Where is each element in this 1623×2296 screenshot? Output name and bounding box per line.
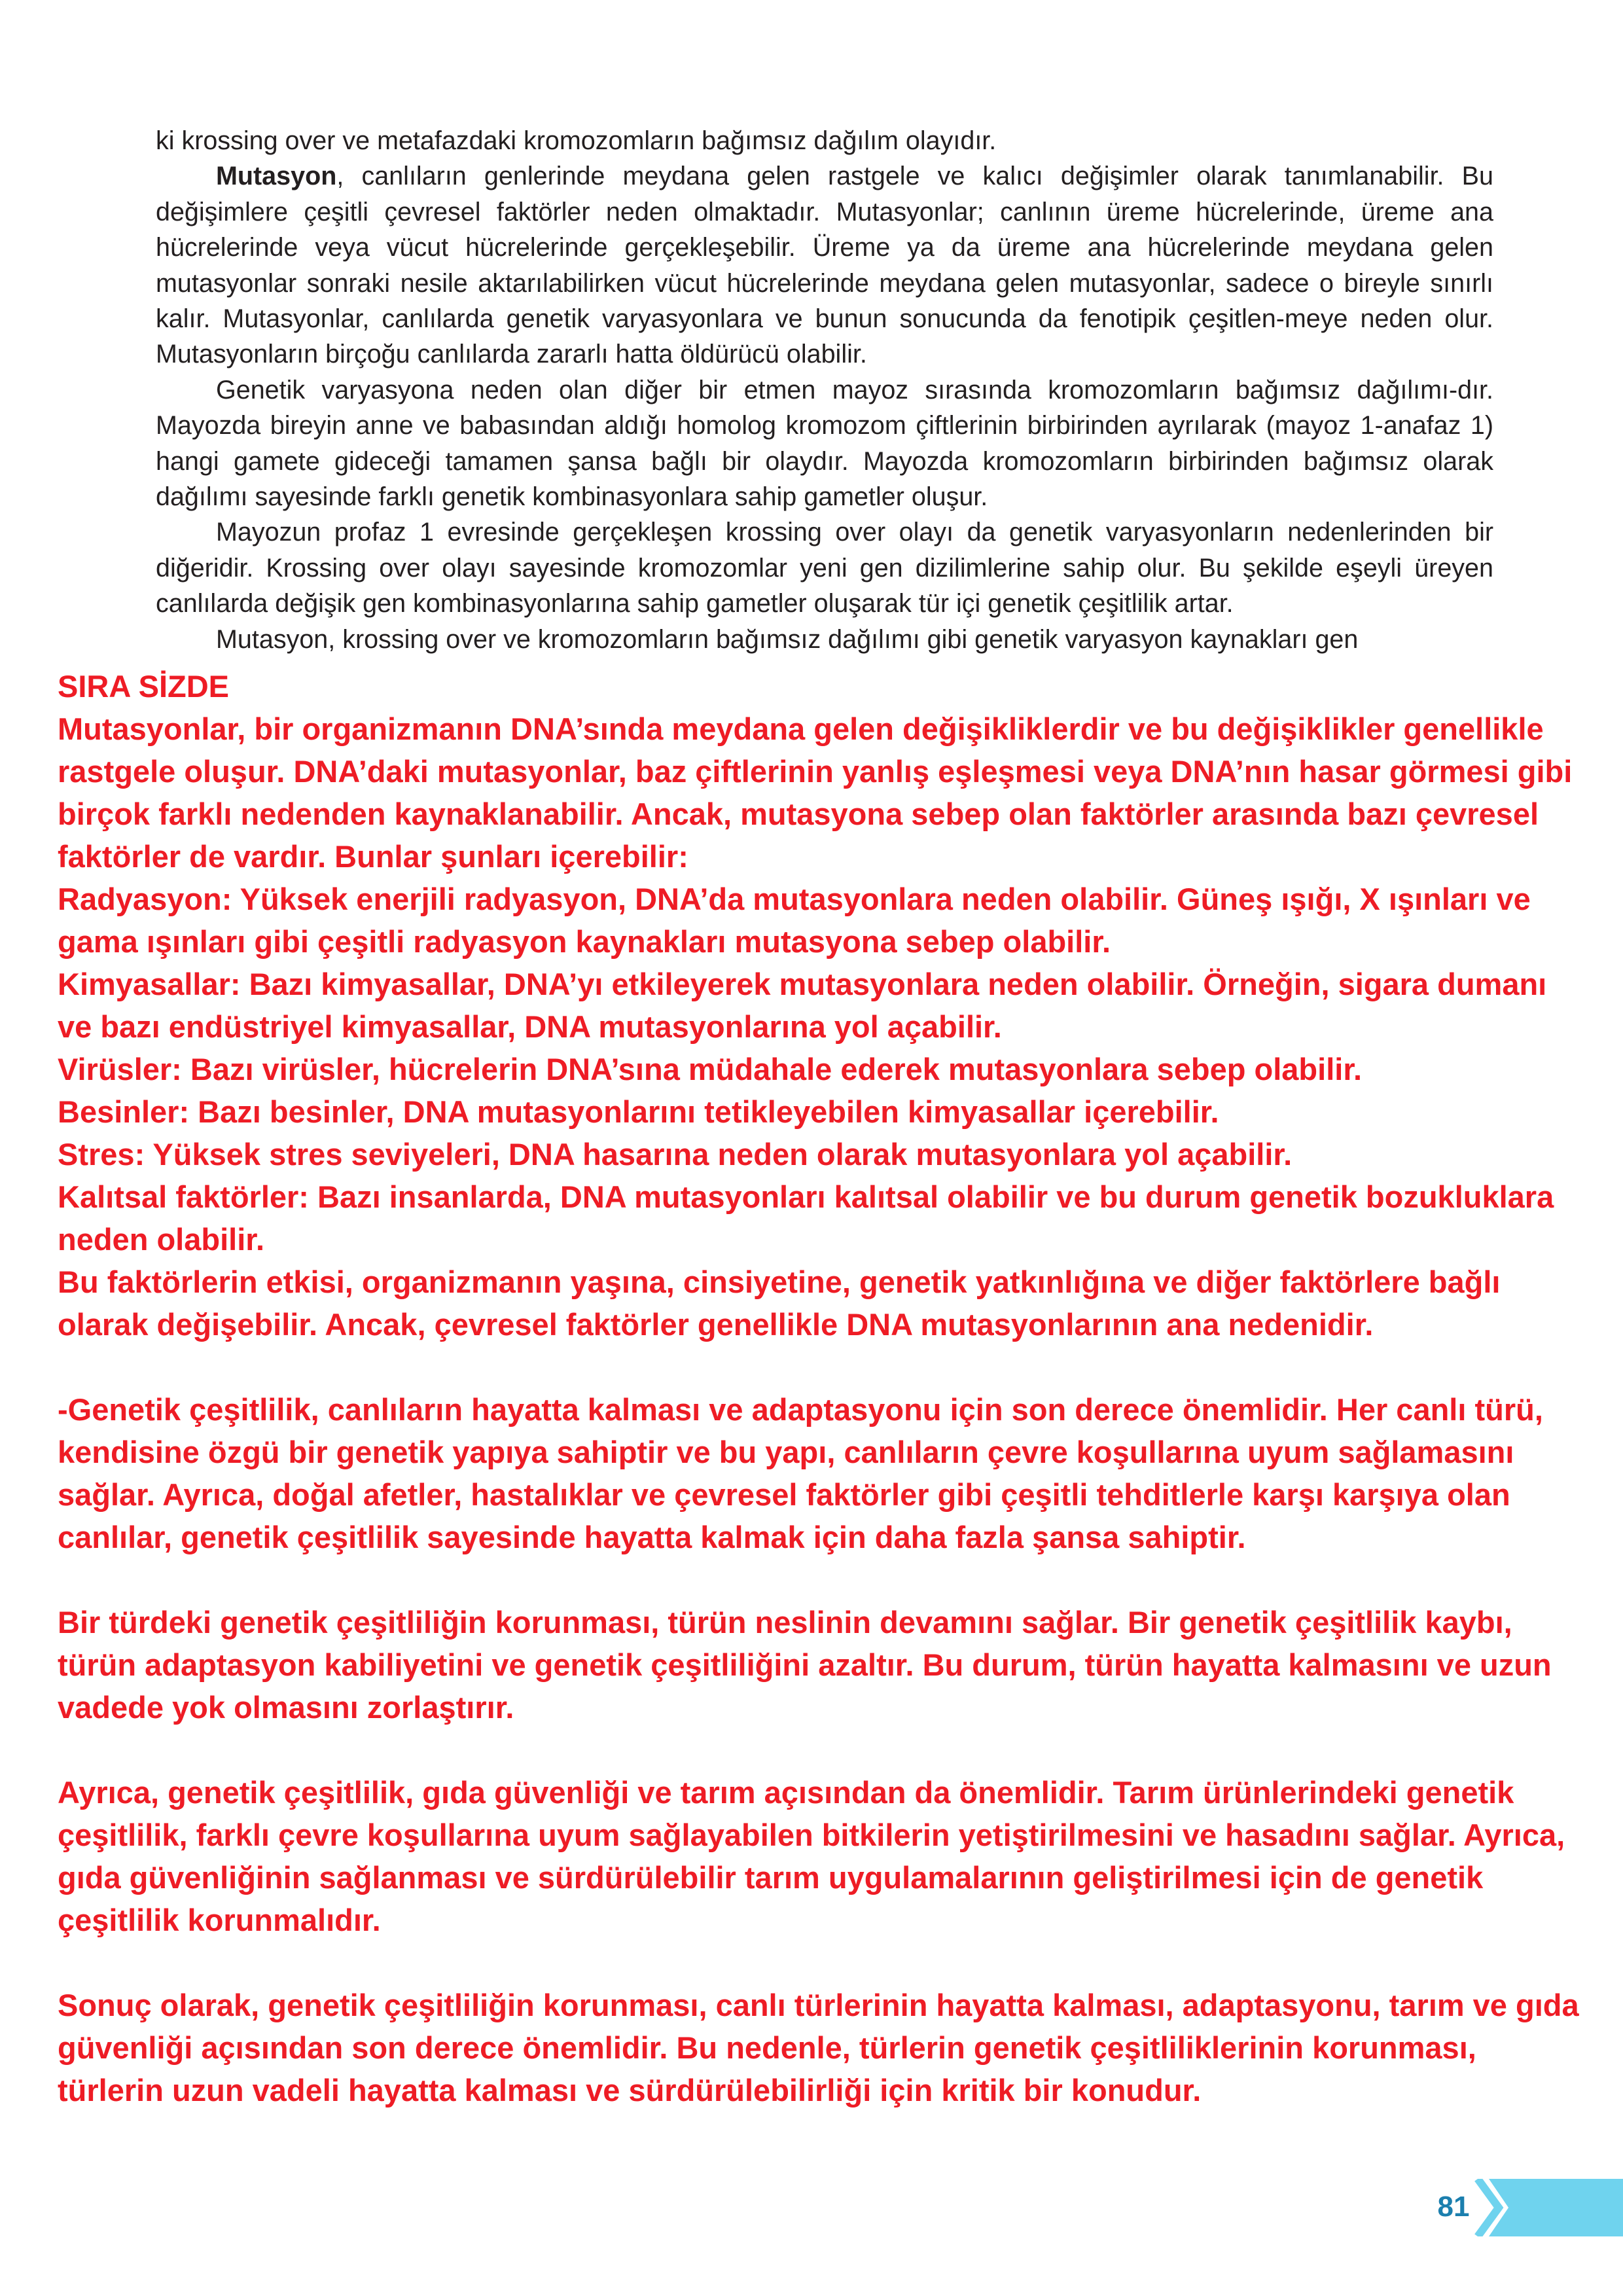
answer-item-hereditary: Kalıtsal faktörler: Bazı insanlarda, DNA mutasyonları kalıtsal olabilir ve bu durum genetik bozukluklara neden olabilir.: [58, 1179, 1554, 1257]
answer-item-radiation: Radyasyon: Yüksek enerjili radyasyon, DNA’da mutasyonlara neden olabilir. Güneş ışığı, X ışınları ve gama ışınları gibi çeşitli radyasyon kaynakları mutasyona sebep olabilir.: [58, 882, 1531, 959]
answer-paragraph: Mutasyonlar, bir organizmanın DNA’sında meydana gelen değişikliklerdir ve bu değişiklikler genellikle rastgele oluşur. DNA’daki mutasyonlar, baz çiftlerinin yanlış eşleşmesi veya DNA’nın hasar görmesi gibi birçok farklı nedenden kaynaklanabilir. Ancak, mutasyona sebep olan faktörler arasında bazı çevresel faktörler de vardır. Bunlar şunları içerebilir:: [58, 711, 1573, 874]
term-mutation: Mutasyon: [216, 162, 337, 191]
answer-item-viruses: Virüsler: Bazı virüsler, hücrelerin DNA’sına müdahale ederek mutasyonlara sebep olabilir.: [58, 1052, 1363, 1086]
textbook-paragraph: Mutasyon, krossing over ve kromozomların bağımsız dağılımı gibi genetik varyasyon kaynakları gen: [216, 624, 1359, 654]
answer-item-nutrients: Besinler: Bazı besinler, DNA mutasyonlarını tetikleyebilen kimyasallar içerebilir.: [58, 1094, 1219, 1129]
textbook-paragraph: ki krossing over ve metafazdaki kromozomların bağımsız dağılım olayıdır.: [156, 126, 997, 155]
textbook-paragraph-mutation: [156, 158, 1493, 372]
student-answer: [58, 665, 1589, 2111]
answer-paragraph: Ayrıca, genetik çeşitlilik, gıda güvenliği ve tarım açısından da önemlidir. Tarım ürünlerindeki genetik çeşitlilik, farklı çevre koşullarına uyum sağlayabilen bitkilerin yetiştirilmesini ve hasadını sağlar. Ayrıca, gıda güvenliğinin sağlanması ve sürdürülebilir tarım uygulamalarının geliştirilmesi için de genetik çeşitlilik korunmalıdır.: [58, 1775, 1565, 1937]
textbook-body: [156, 123, 1493, 657]
page-number: 81: [1437, 2191, 1470, 2223]
answer-paragraph: Bu faktörlerin etkisi, organizmanın yaşına, cinsiyetine, genetik yatkınlığına ve diğer faktörlere bağlı olarak değişebilir. Ancak, çevresel faktörler genellikle DNA mutasyonlarının ana nedenidir.: [58, 1265, 1501, 1342]
answer-item-stress: Stres: Yüksek stres seviyeleri, DNA hasarına neden olarak mutasyonlara yol açabilir.: [58, 1137, 1293, 1172]
textbook-paragraph-text: , canlıların genlerinde meydana gelen rastgele ve kalıcı değişimler olarak tanımlanabilir. Bu değişimlere çeşitli çevresel faktörler neden olmaktadır. Mutasyonlar; canlının üreme hücrelerinde, üreme ana hücrelerinde veya vücut hücrelerinde gerçekleşebilir. Üreme ya da üreme ana hücrelerinde meydana gelen mutasyonlar sonraki nesile aktarılabilirken vücut hücrelerinde meydana gelen mutasyonlar, sadece o bireyle sınırlı kalır. Mutasyonlar, canlılarda genetik varyasyonlara ve bunun sonucunda da fenotipik çeşitlen-meye neden olur. Mutasyonların birçoğu canlılarda zararlı hatta öldürücü olabilir.: [156, 162, 1493, 369]
textbook-paragraph: Mayozun profaz 1 evresinde gerçekleşen krossing over olayı da genetik varyasyonların nedenlerinden bir diğeridir. Krossing over olayı sayesinde kromozomlar yeni gen dizilimlerine sahip olur. Bu şekilde eşeyli üreyen canlılarda değişik gen kombinasyonlarına sahip gametler oluşarak tür içi genetik çeşitlilik artar.: [156, 518, 1493, 619]
answer-paragraph: Sonuç olarak, genetik çeşitliliğin korunması, canlı türlerinin hayatta kalması, adaptasyonu, tarım ve gıda güvenliği açısından son derece önemlidir. Bu nedenle, türlerin genetik çeşitliliklerinin korunması, türlerin uzun vadeli hayatta kalması ve sürdürülebilirliği için kritik bir konudur.: [58, 1988, 1579, 2108]
answer-paragraph: -Genetik çeşitlilik, canlıların hayatta kalması ve adaptasyonu için son derece önemlidir. Her canlı türü, kendisine özgü bir genetik yapıya sahiptir ve bu yapı, canlıların çevre koşullarına uyum sağlamasını sağlar. Ayrıca, doğal afetler, hastalıklar ve çevresel faktörler gibi çeşitli tehditlerle karşı karşıya olan canlılar, genetik çeşitlilik sayesinde hayatta kalmak için daha fazla şansa sahiptir.: [58, 1392, 1543, 1554]
answer-paragraph: Bir türdeki genetik çeşitliliğin korunması, türün neslinin devamını sağlar. Bir genetik çeşitlilik kaybı, türün adaptasyon kabiliyetini ve genetik çeşitliliğini azaltır. Bu durum, türün hayatta kalmasını ve uzun vadede yok olmasını zorlaştırır.: [58, 1605, 1552, 1725]
answer-heading: SIRA SİZDE: [58, 669, 230, 704]
textbook-paragraph: Genetik varyasyona neden olan diğer bir etmen mayoz sırasında kromozomların bağımsız dağılımı-dır. Mayozda bireyin anne ve babasından aldığı homolog kromozom çiftlerinin birbirinden ayrılarak (mayoz 1-anafaz 1) hangi gamete gideceği tamamen şansa bağlı bir olaydır. Mayozda kromozomların birbirinden bağımsız olarak dağılımı sayesinde farklı genetik kombinasyonlara sahip gametler oluşur.: [156, 375, 1493, 512]
answer-item-chemicals: Kimyasallar: Bazı kimyasallar, DNA’yı etkileyerek mutasyonlara neden olabilir. Örneğin, sigara dumanı ve bazı endüstriyel kimyasallar, DNA mutasyonlarına yol açabilir.: [58, 967, 1547, 1044]
